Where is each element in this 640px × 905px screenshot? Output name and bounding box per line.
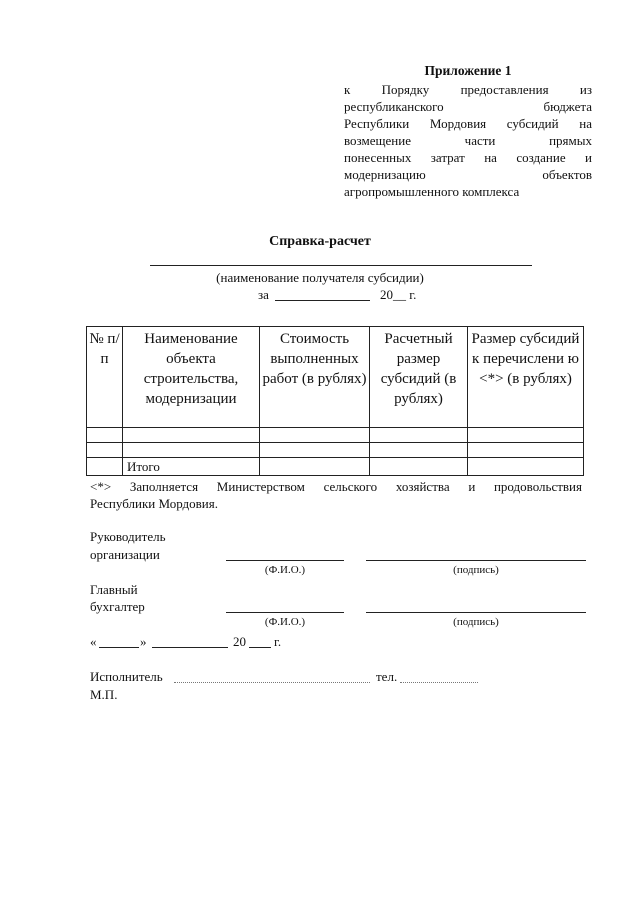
accountant-label-1: Главный — [90, 582, 138, 597]
appendix-title: Приложение 1 — [424, 63, 512, 78]
accountant-fio-caption: (Ф.И.О.) — [264, 616, 306, 628]
table-row — [87, 428, 584, 443]
appendix-line: понесенных затрат на создание и — [344, 150, 592, 165]
date-year-suffix: г. — [274, 634, 282, 649]
period-prefix: за — [258, 287, 269, 302]
appendix-block — [344, 62, 592, 200]
appendix-line: Республики Мордовия субсидий на — [344, 116, 592, 131]
date-close-quote: » — [140, 634, 147, 649]
period-line — [275, 300, 370, 301]
executor-line — [174, 682, 370, 683]
executor-label: Исполнитель — [90, 669, 163, 684]
appendix-line: республиканского бюджета — [344, 99, 592, 114]
date-year-line — [249, 647, 271, 648]
accountant-signature-line — [366, 612, 586, 613]
header-subsidy-transfer: Размер субсидий к перечислени ю <*> (в рублях) — [468, 327, 584, 428]
head-fio-line — [226, 560, 344, 561]
date-year-prefix: 20 — [233, 634, 246, 649]
header-object-name: Наименование объекта строительства, модернизации — [123, 327, 260, 428]
appendix-line: возмещение части прямых — [344, 133, 592, 148]
recipient-line — [150, 265, 532, 266]
appendix-line: модернизацию объектов — [344, 167, 592, 182]
head-fio-caption: (Ф.И.О.) — [264, 564, 306, 576]
period-year: 20__ г. — [380, 287, 417, 302]
head-signature-caption: (подпись) — [453, 564, 499, 576]
table-total-row — [87, 458, 584, 476]
accountant-fio-line — [226, 612, 344, 613]
head-label-2: организации — [90, 547, 160, 562]
accountant-signature-caption: (подпись) — [453, 616, 499, 628]
footnote — [90, 478, 582, 512]
phone-label: тел. — [376, 669, 398, 684]
header-work-cost: Стоимость выполненных работ (в рублях) — [260, 327, 370, 428]
appendix-line: к Порядку предоставления из — [344, 82, 592, 97]
header-calculated-subsidy: Расчетный размер субсидий (в рублях) — [370, 327, 468, 428]
date-day-line — [99, 647, 139, 648]
table-row — [87, 443, 584, 458]
footnote-line: Республики Мордовия. — [90, 496, 218, 511]
recipient-caption: (наименование получателя субсидии) — [216, 270, 424, 285]
header-number: № п/п — [87, 327, 123, 428]
footnote-line: <*> Заполняется Министерством сельского хозяйства и продовольствия — [90, 479, 582, 494]
stamp-label: М.П. — [90, 687, 118, 702]
date-open-quote: « — [90, 634, 97, 649]
date-month-line — [152, 647, 228, 648]
document-title: Справка-расчет — [269, 234, 371, 249]
table-header-row — [87, 327, 584, 428]
phone-line — [400, 682, 478, 683]
total-label: Итого — [123, 458, 260, 476]
calculation-table — [86, 326, 584, 476]
accountant-label-2: бухгалтер — [90, 599, 145, 614]
head-signature-line — [366, 560, 586, 561]
head-label-1: Руководитель — [90, 529, 166, 544]
appendix-line: агропромышленного комплекса — [344, 184, 520, 199]
